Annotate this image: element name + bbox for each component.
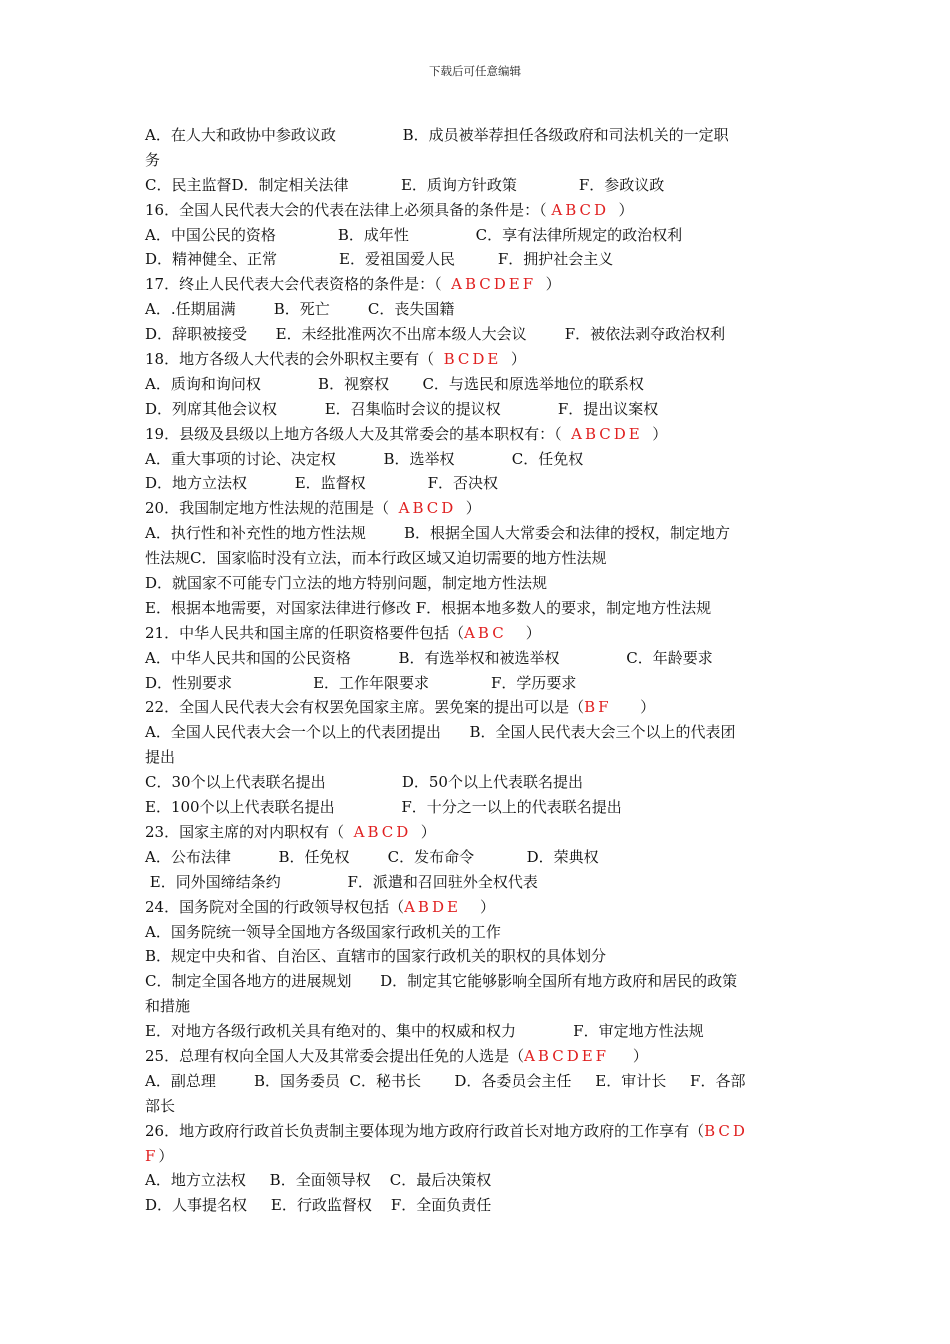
answer-key: ABCDEF [451,275,537,294]
line-text: C．制定全国各地方的进展规划 D．制定其它能够影响全国所有地方政府和居民的政策 [145,972,738,991]
line-text: E．100个以上代表联名提出 F．十分之一以上的代表联名提出 [145,798,622,817]
page-header: 下载后可任意编辑 [429,64,521,78]
text-line [145,1193,810,1218]
line-text: E．对地方各级行政机关具有绝对的、集中的权威和权力 F．审定地方性法规 [145,1022,704,1041]
text-line [145,1119,810,1144]
line-text-end: ） [609,1046,648,1065]
line-text: 务 [145,150,161,169]
line-text: 部长 [145,1096,176,1115]
text-line [145,123,810,148]
line-text: 23．国家主席的对内职权有（ [145,822,354,841]
line-text: 18．地方各级人大代表的会外职权主要有（ [145,350,444,369]
text-line [145,1019,810,1044]
line-text: 提出 [145,748,176,767]
line-text: 21．中华人民共和国主席的任职资格要件包括（ [145,623,465,642]
text-line [145,1069,810,1094]
answer-key: ABC [464,623,507,642]
text-line [145,671,810,696]
text-line [145,994,810,1019]
line-text: 25．总理有权向全国人大及其常委会提出任免的人选是（ [145,1046,525,1065]
text-line [145,895,810,920]
text-line [145,795,810,820]
line-text: D．辞职被接受 E．未经批准两次不出席本级人大会议 F．被依法剥夺政治权利 [145,325,726,344]
answer-key: BF [584,698,612,717]
line-text: A．全国人民代表大会一个以上的代表团提出 B．全国人民代表大会三个以上的代表团 [145,723,736,742]
line-text: 和措施 [145,997,191,1016]
text-line [145,297,810,322]
text-line [145,770,810,795]
line-text-end: ） [411,822,436,841]
text-line [145,596,810,621]
answer-key: BCDE [443,350,502,369]
line-text-end: ） [536,275,561,294]
text-line [145,521,810,546]
text-line [145,646,810,671]
text-line [145,1094,810,1119]
text-line [145,322,810,347]
answer-key: ABCDEF [524,1046,610,1065]
text-line [145,347,810,372]
line-text-end: ） [501,350,526,369]
text-line [145,372,810,397]
text-line [145,870,810,895]
text-line [145,447,810,472]
line-text: A．公布法律 B．任免权 C．发布命令 D．荣典权 [145,847,599,866]
answer-key: BCD [704,1121,748,1140]
answer-key: F [145,1146,159,1165]
line-text: D．就国家不可能专门立法的地方特别问题，制定地方性法规 [145,574,548,593]
line-text: A．中华人民共和国的公民资格 B．有选举权和被选举权 C．年龄要求 [145,648,713,667]
line-text: D．列席其他会议权 E．召集临时会议的提议权 F．提出议案权 [145,399,659,418]
line-text-end: ） [506,623,541,642]
document-body [145,123,810,1218]
text-line [145,546,810,571]
answer-key: ABCD [353,822,412,841]
line-text: E．同外国缔结条约 F．派遣和召回驻外全权代表 [145,872,538,891]
text-line [145,496,810,521]
answer-key: ABDE [404,897,461,916]
text-line [145,272,810,297]
line-text-end: ） [158,1146,174,1165]
answer-key: ABCD [398,499,457,518]
line-text-end: ） [609,200,634,219]
line-text: A．中国公民的资格 B．成年性 C．享有法律所规定的政治权利 [145,225,683,244]
line-text: A．国务院统一领导全国地方各级国家行政机关的工作 [145,922,501,941]
text-line [145,422,810,447]
text-line [145,944,810,969]
text-line [145,1168,810,1193]
line-text: A．在人大和政协中参政议政 B．成员被举荐担任各级政府和司法机关的一定职 [145,126,729,144]
text-line [145,1144,810,1169]
line-text: 17．终止人民代表大会代表资格的条件是：（ [145,275,452,294]
line-text: C．民主监督D．制定相关法律 E．质询方针政策 F．参政议政 [145,175,665,194]
text-line [145,720,810,745]
line-text: 20．我国制定地方性法规的范围是（ [145,499,399,518]
line-text: E．根据本地需要，对国家法律进行修改 F．根据本地多数人的要求，制定地方性法规 [145,598,712,617]
text-line [145,223,810,248]
line-text-end: ） [611,698,656,717]
line-text: A．副总理 B．国务委员 C．秘书长 D．各委员会主任 E．审计长 F．各部 [145,1071,746,1090]
line-text: D．地方立法权 E．监督权 F．否决权 [145,474,499,493]
text-line [145,820,810,845]
text-line [145,173,810,198]
line-text: D．精神健全、正常 E．爱祖国爱人民 F．拥护社会主义 [145,250,614,269]
text-line [145,920,810,945]
line-text: D．人事提名权 E．行政监督权 F．全面负责任 [145,1196,492,1215]
text-line [145,621,810,646]
text-line [145,845,810,870]
line-text-end: ） [460,897,496,916]
line-text: 19．县级及县级以上地方各级人大及其常委会的基本职权有：（ [145,424,572,443]
text-line [145,471,810,496]
line-text: A．重大事项的讨论、决定权 B．选举权 C．任免权 [145,449,584,468]
text-line [145,695,810,720]
text-line [145,969,810,994]
text-line [145,1044,810,1069]
line-text: D．性别要求 E．工作年限要求 F．学历要求 [145,673,577,692]
line-text: 16．全国人民代表大会的代表在法律上必须具备的条件是：（ [145,200,552,219]
line-text: 24．国务院对全国的行政领导权包括（ [145,897,405,916]
line-text: A．质询和询问权 B．视察权 C．与选民和原选举地位的联系权 [145,374,644,393]
text-line [145,198,810,223]
text-line [145,571,810,596]
answer-key: ABCDE [571,424,643,443]
text-line [145,148,810,173]
line-text: 22．全国人民代表大会有权罢免国家主席。罢免案的提出可以是（ [145,698,585,717]
line-text: 26．地方政府行政首长负责制主要体现为地方政府行政首长对地方政府的工作享有（ [145,1121,705,1140]
line-text: C．30个以上代表联名提出 D．50个以上代表联名提出 [145,773,583,792]
answer-key: ABCD [551,200,609,219]
line-text: A．执行性和补充性的地方性法规 B．根据全国人大常委会和法律的授权，制定地方 [145,524,731,543]
text-line [145,247,810,272]
text-line [145,397,810,422]
line-text-end: ） [456,499,481,518]
text-line [145,745,810,770]
line-text: A．地方立法权 B．全面领导权 C．最后决策权 [145,1171,492,1190]
line-text-end: ） [642,424,668,443]
line-text: B．规定中央和省、自治区、直辖市的国家行政机关的职权的具体划分 [145,947,607,966]
line-text: 性法规C．国家临时没有立法，而本行政区域又迫切需要的地方性法规 [145,549,607,568]
line-text: A．.任期届满 B．死亡 C．丧失国籍 [145,300,455,319]
